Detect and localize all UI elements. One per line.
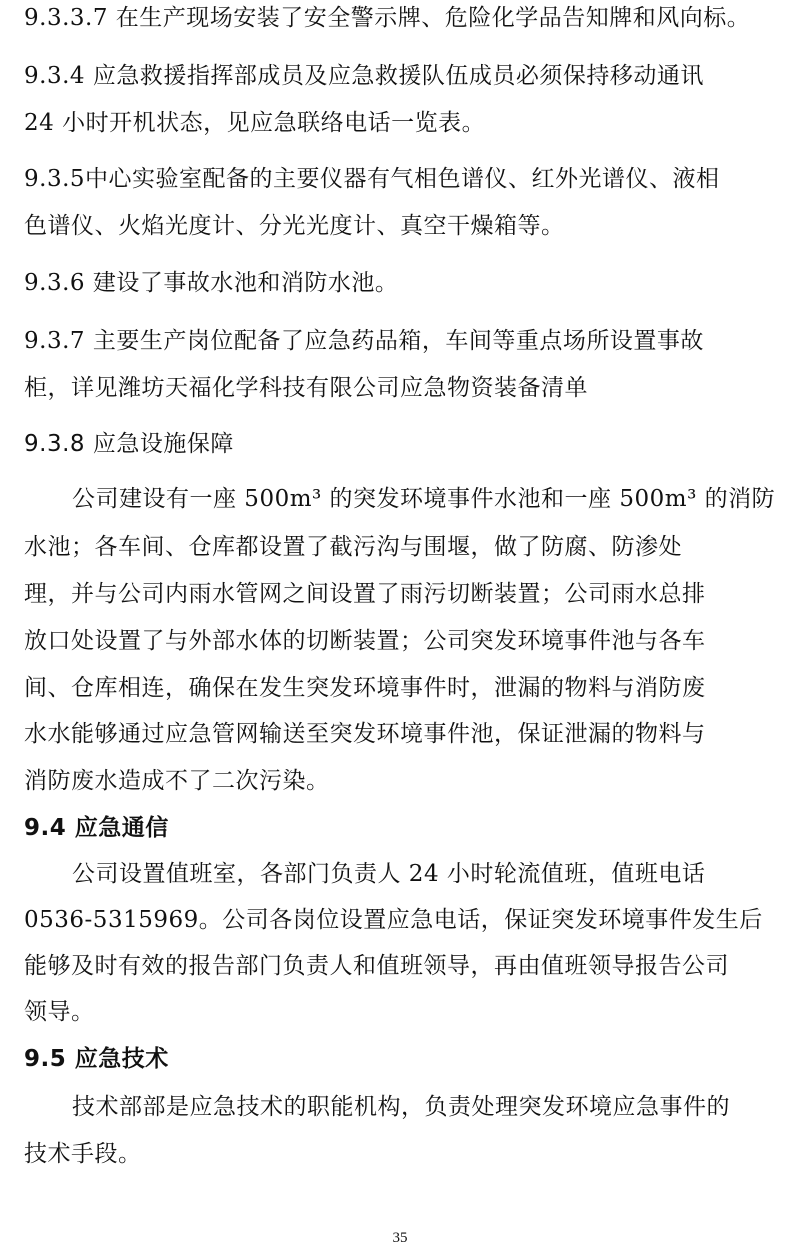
section-heading-9-4: 9.4 应急通信 — [24, 815, 169, 841]
paragraph-line: 公司设置值班室，各部门负责人 24 小时轮流值班，值班电话 — [72, 861, 706, 887]
paragraph-line: 9.3.5中心实验室配备的主要仪器有气相色谱仪、红外光谱仪、液相 — [24, 166, 720, 192]
paragraph-line: 技术手段。 — [24, 1141, 142, 1167]
paragraph-line: 理，并与公司内雨水管网之间设置了雨污切断装置；公司雨水总排 — [24, 581, 706, 607]
paragraph-line: 技术部部是应急技术的职能机构，负责处理突发环境应急事件的 — [72, 1094, 730, 1120]
paragraph-line: 0536-5315969。公司各岗位设置应急电话，保证突发环境事件发生后 — [24, 907, 763, 933]
paragraph-line: 间、仓库相连，确保在发生突发环境事件时，泄漏的物料与消防废 — [24, 675, 706, 701]
paragraph-line: 9.3.4 应急救援指挥部成员及应急救援队伍成员必须保持移动通讯 — [24, 63, 704, 89]
paragraph-line: 消防废水造成不了二次污染。 — [24, 768, 330, 794]
paragraph-line: 24 小时开机状态，见应急联络电话一览表。 — [24, 110, 486, 136]
paragraph-line: 放口处设置了与外部水体的切断装置；公司突发环境事件池与各车 — [24, 628, 706, 654]
paragraph-line: 能够及时有效的报告部门负责人和值班领导，再由值班领导报告公司 — [24, 953, 729, 979]
paragraph-line: 9.3.7 主要生产岗位配备了应急药品箱，车间等重点场所设置事故 — [24, 328, 704, 354]
section-heading-9-3-8: 9.3.8 应急设施保障 — [24, 431, 234, 457]
paragraph-line: 色谱仪、火焰光度计、分光光度计、真空干燥箱等。 — [24, 213, 565, 239]
paragraph-line: 柜，详见潍坊天福化学科技有限公司应急物资装备清单 — [24, 375, 588, 401]
paragraph-line: 水水能够通过应急管网输送至突发环境事件池，保证泄漏的物料与 — [24, 721, 706, 747]
section-heading-9-5: 9.5 应急技术 — [24, 1046, 169, 1072]
page-number: 35 — [392, 1230, 408, 1246]
paragraph-line: 领导。 — [24, 999, 95, 1025]
paragraph-line: 9.3.6 建设了事故水池和消防水池。 — [24, 270, 399, 296]
paragraph-line: 水池；各车间、仓库都设置了截污沟与围堰，做了防腐、防渗处 — [24, 534, 682, 560]
paragraph-line: 9.3.3.7 在生产现场安装了安全警示牌、危险化学品告知牌和风向标。 — [24, 5, 751, 31]
paragraph-line: 公司建设有一座 500m³ 的突发环境事件水池和一座 500m³ 的消防 — [72, 486, 776, 512]
